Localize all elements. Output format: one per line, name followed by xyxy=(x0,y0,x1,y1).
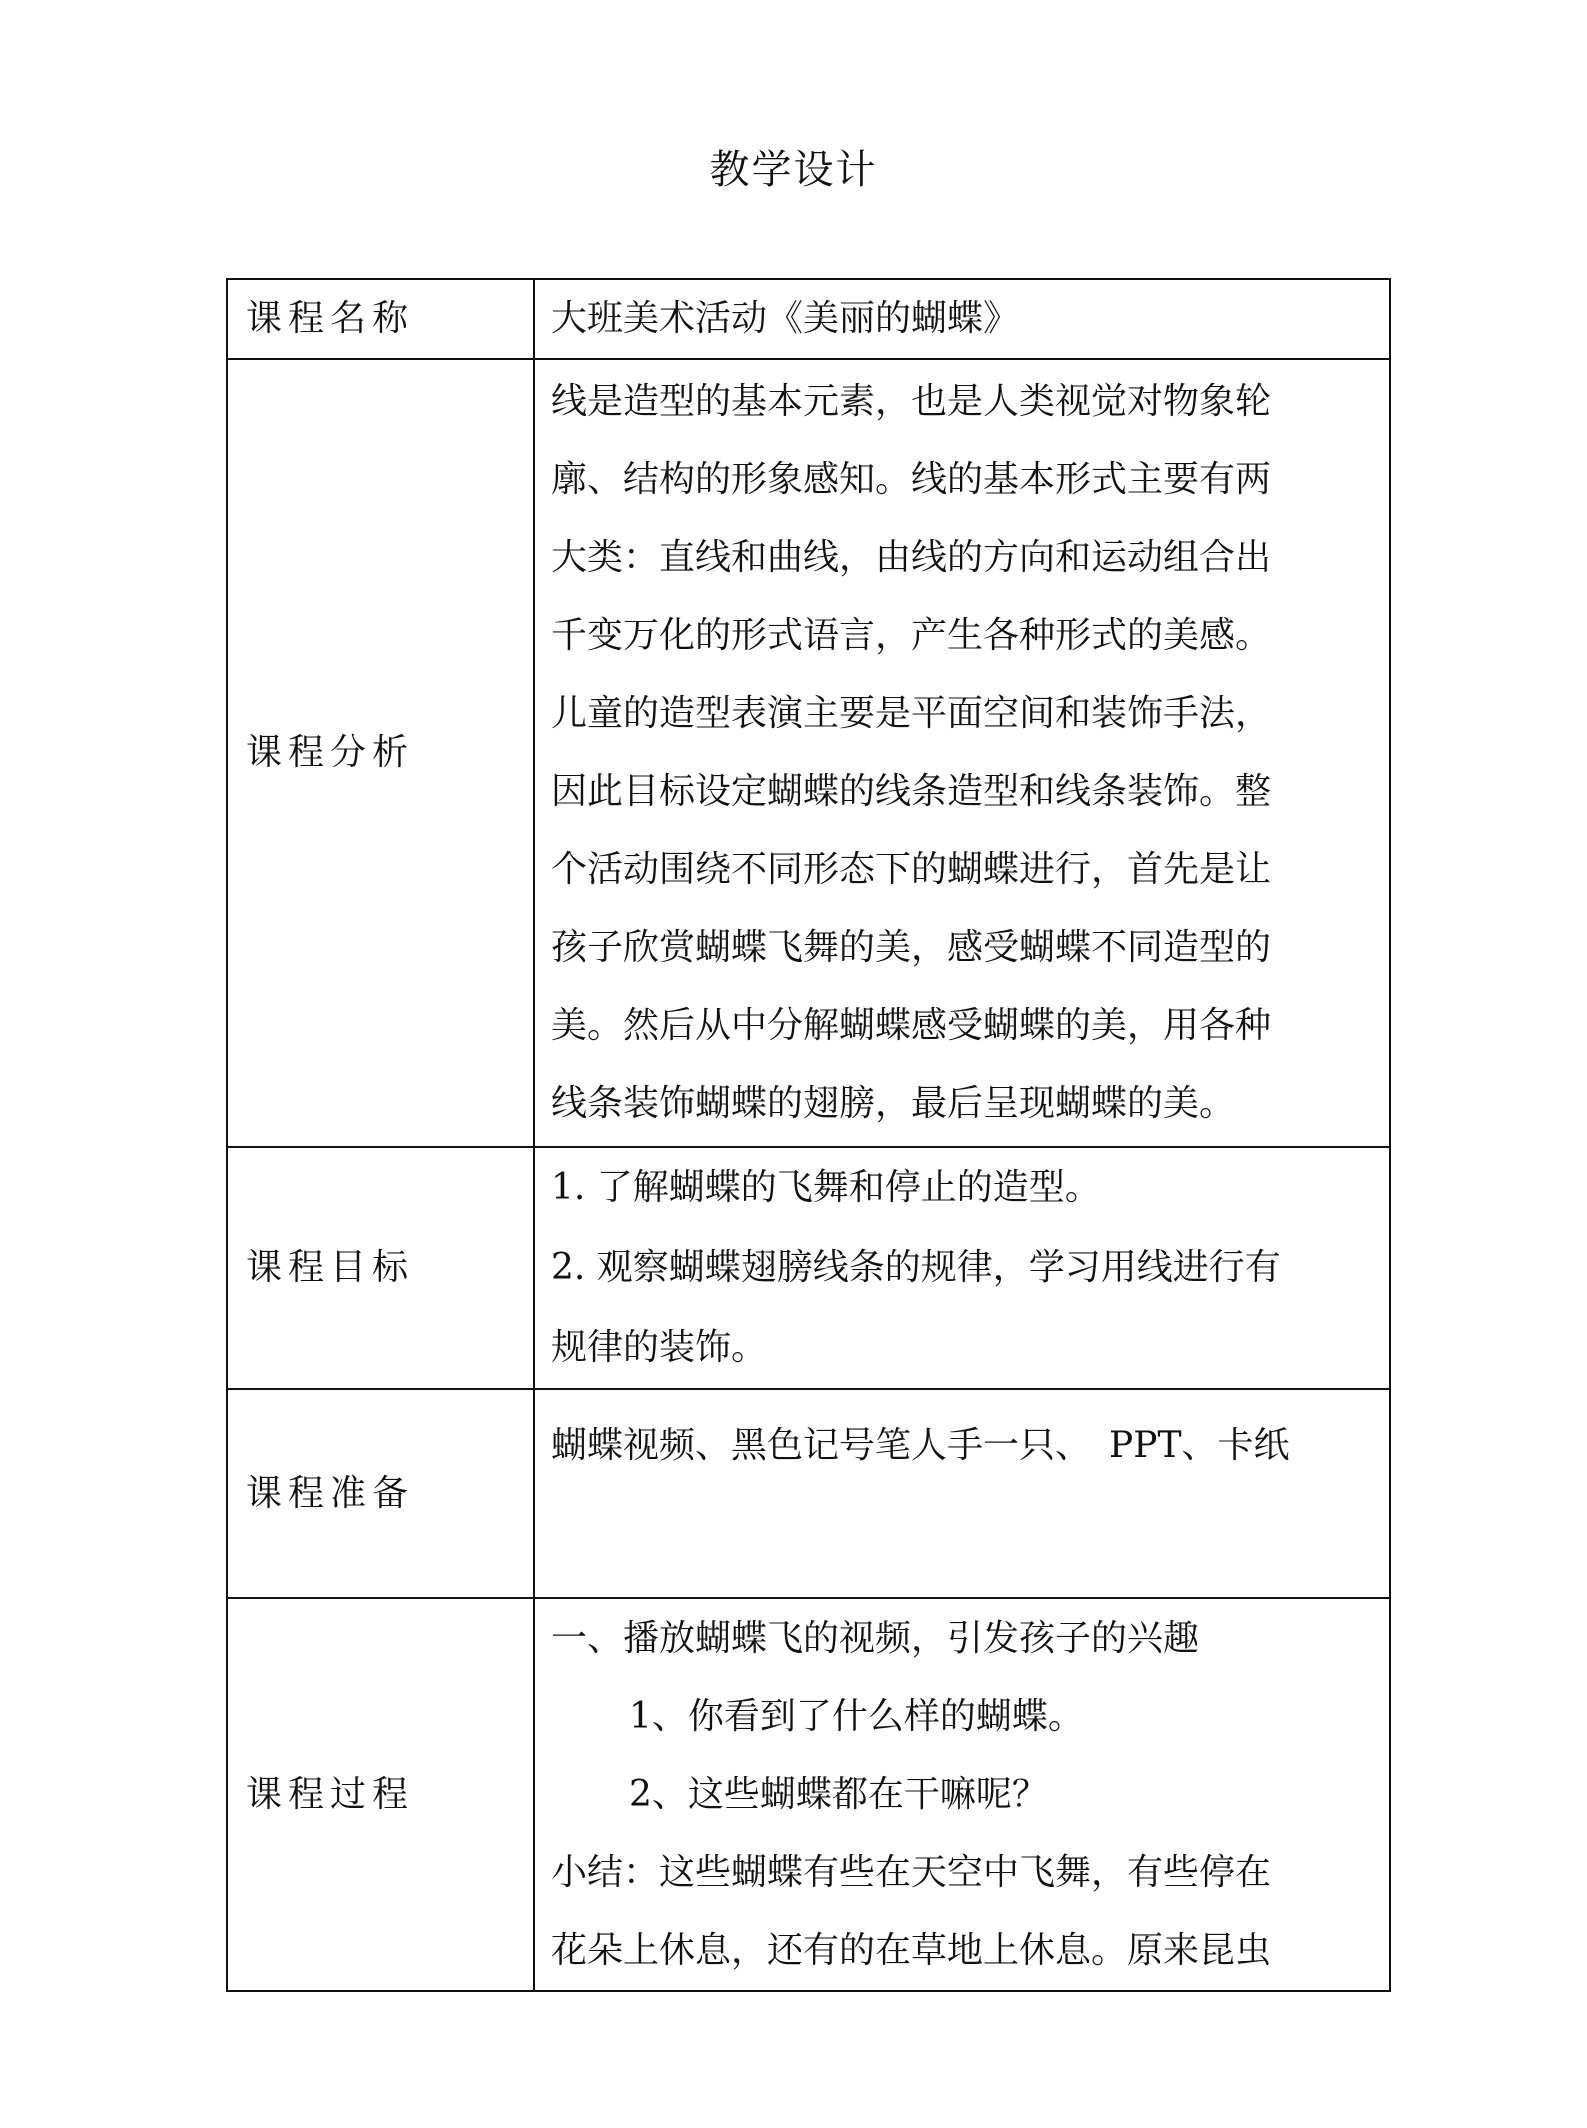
table-row-course-preparation xyxy=(227,1389,1390,1598)
analysis-line: 个活动围绕不同形态下的蝴蝶进行，首先是让 xyxy=(551,849,1272,890)
analysis-line: 美。然后从中分解蝴蝶感受蝴蝶的美，用各种 xyxy=(551,1005,1272,1046)
label-course-process: 课程过程 xyxy=(227,1598,534,1991)
label-course-analysis: 课程分析 xyxy=(227,359,534,1147)
analysis-line: 千变万化的形式语言，产生各种形式的美感。 xyxy=(551,615,1272,656)
lesson-plan-table xyxy=(226,278,1391,1992)
process-text xyxy=(551,1600,1377,1990)
goal-item-continued: 规律的装饰。 xyxy=(551,1327,768,1368)
table-row-course-name xyxy=(227,279,1390,359)
analysis-line: 因此目标设定蝴蝶的线条造型和线条装饰。整 xyxy=(551,771,1272,812)
table-row-course-process xyxy=(227,1598,1390,1991)
process-question: 1、你看到了什么样的蝴蝶。 xyxy=(629,1695,1084,1737)
label-course-preparation: 课程准备 xyxy=(227,1389,534,1598)
analysis-text xyxy=(551,363,1377,1143)
value-course-preparation xyxy=(534,1389,1390,1598)
preparation-text: 蝴蝶视频、黑色记号笔人手一只、 PPT、卡纸 xyxy=(551,1424,1290,1466)
process-question: 2、这些蝴蝶都在干嘛呢？ xyxy=(629,1773,1048,1815)
process-summary: 小结：这些蝴蝶有些在天空中飞舞，有些停在 xyxy=(551,1851,1272,1893)
value-course-name: 大班美术活动《美丽的蝴蝶》 xyxy=(534,279,1390,359)
analysis-line: 孩子欣赏蝴蝶飞舞的美，感受蝴蝶不同造型的 xyxy=(551,927,1272,968)
goals-list xyxy=(551,1148,1377,1388)
analysis-line: 廓、结构的形象感知。线的基本形式主要有两 xyxy=(551,459,1272,500)
analysis-line: 线条装饰蝴蝶的翅膀，最后呈现蝴蝶的美。 xyxy=(551,1083,1236,1124)
goal-item: 2. 观察蝴蝶翅膀线条的规律，学习用线进行有 xyxy=(551,1247,1281,1288)
table-row-course-analysis xyxy=(227,359,1390,1147)
label-course-goals: 课程目标 xyxy=(227,1147,534,1389)
value-course-goals xyxy=(534,1147,1390,1389)
process-summary: 花朵上休息，还有的在草地上休息。原来昆虫 xyxy=(551,1929,1272,1971)
table-row-course-goals xyxy=(227,1147,1390,1389)
document-title: 教学设计 xyxy=(709,147,878,193)
analysis-line: 线是造型的基本元素，也是人类视觉对物象轮 xyxy=(551,381,1272,422)
analysis-line: 大类：直线和曲线，由线的方向和运动组合出 xyxy=(551,537,1272,578)
goal-item: 1. 了解蝴蝶的飞舞和停止的造型。 xyxy=(551,1167,1101,1208)
analysis-line: 儿童的造型表演主要是平面空间和装饰手法， xyxy=(551,693,1272,734)
value-course-process xyxy=(534,1598,1390,1991)
label-course-name: 课程名称 xyxy=(227,279,534,359)
process-step-heading: 一、播放蝴蝶飞的视频，引发孩子的兴趣 xyxy=(551,1617,1200,1659)
value-course-analysis xyxy=(534,359,1390,1147)
